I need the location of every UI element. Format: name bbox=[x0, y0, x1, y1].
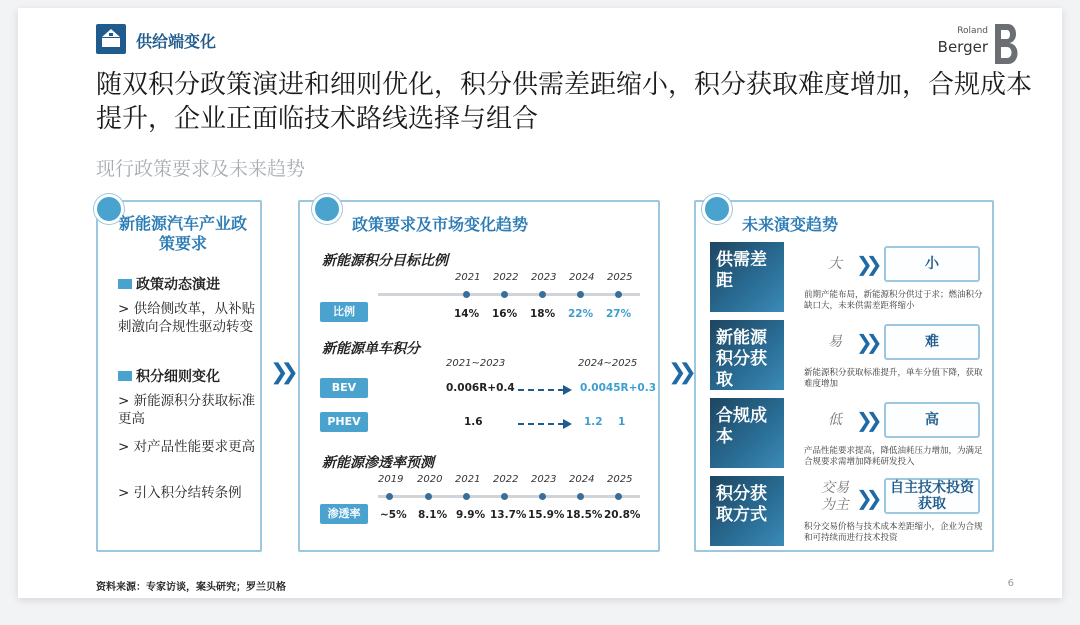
phev-to: 1.2 bbox=[584, 416, 603, 428]
penetration-value: 8.1% bbox=[418, 509, 448, 521]
trend-from: 低 bbox=[828, 412, 842, 428]
ratio-label: 比例 bbox=[320, 302, 368, 322]
year-label: 2025 bbox=[607, 474, 633, 485]
chevron-right-icon: ❯❯ bbox=[668, 360, 689, 385]
trend-note: 新能源积分获取标准提升，单车分值下降，获取难度增加 bbox=[804, 368, 983, 389]
year-label: 2022 bbox=[493, 474, 519, 485]
ratio-value: 18% bbox=[530, 308, 556, 320]
timeline-dot bbox=[463, 291, 470, 298]
trend-name: 积分获取方式 bbox=[710, 476, 784, 546]
group-title: 政策动态演进 bbox=[118, 274, 220, 294]
panel-title: 未来演变趋势 bbox=[742, 215, 839, 234]
year-label: 2021 bbox=[455, 272, 481, 283]
penetration-value: 9.9% bbox=[456, 509, 486, 521]
gauge-icon bbox=[312, 194, 342, 224]
ratio-value: 14% bbox=[454, 308, 480, 320]
period-label: 2024~2025 bbox=[578, 358, 638, 369]
timeline-dot bbox=[615, 291, 622, 298]
chevron-right-icon: ❯❯ bbox=[270, 360, 291, 385]
bev-to: 0.0045R+0.3 bbox=[580, 382, 657, 394]
timeline-dot bbox=[539, 291, 546, 298]
dashed-arrow bbox=[518, 389, 564, 391]
year-label: 2019 bbox=[378, 474, 404, 485]
section-icon bbox=[96, 24, 126, 54]
credit-title: 新能源单车积分 bbox=[322, 341, 420, 357]
ratio-value: 22% bbox=[568, 308, 594, 320]
bullet: > 引入积分结转条例 bbox=[118, 485, 242, 501]
penetration-value: 20.8% bbox=[604, 509, 641, 521]
panel-title: 政策要求及市场变化趋势 bbox=[352, 215, 529, 234]
phev-from: 1.6 bbox=[464, 416, 483, 428]
bev-label: BEV bbox=[320, 378, 368, 398]
trend-note: 积分交易价格与技术成本差距缩小，企业为合规和可持续而进行技术投资 bbox=[804, 522, 983, 543]
timeline-dot bbox=[425, 493, 432, 500]
page-number: 6 bbox=[1007, 578, 1014, 589]
timeline-dot bbox=[539, 493, 546, 500]
timeline bbox=[378, 293, 640, 296]
period-label: 2021~2023 bbox=[446, 358, 506, 369]
industry-policy-panel bbox=[96, 200, 262, 552]
timeline-dot bbox=[386, 493, 393, 500]
trend-from: 交易为主 bbox=[821, 480, 849, 513]
policy-market-panel bbox=[298, 200, 660, 552]
trend-note: 产品性能要求提高，降低油耗压力增加，为满足合规要求需增加降耗研发投入 bbox=[804, 446, 983, 467]
chevron-right-icon: ❯❯ bbox=[856, 330, 876, 354]
slide bbox=[18, 8, 1062, 598]
chevron-right-icon: ❯❯ bbox=[856, 252, 876, 276]
atom-icon bbox=[702, 194, 732, 224]
timeline-dot bbox=[463, 493, 470, 500]
bullet: > 供给侧改革，从补贴刺激向合规性驱动转变 bbox=[118, 301, 256, 335]
target-ratio-title: 新能源积分目标比例 bbox=[322, 253, 448, 269]
bullet: > 新能源积分获取标准更高 bbox=[118, 393, 256, 427]
year-label: 2025 bbox=[607, 272, 633, 283]
group-title: 积分细则变化 bbox=[118, 366, 220, 386]
trend-from: 易 bbox=[828, 334, 842, 350]
ratio-value: 16% bbox=[492, 308, 518, 320]
trend-name: 新能源积分获取 bbox=[710, 320, 784, 390]
chevron-right-icon: ❯❯ bbox=[856, 486, 876, 510]
future-trend-panel bbox=[694, 200, 994, 552]
roland-berger-logo: Roland Berger bbox=[928, 22, 1024, 66]
penetration-label: 渗透率 bbox=[320, 504, 368, 524]
bullet: > 对产品性能要求更高 bbox=[118, 439, 256, 455]
year-label: 2023 bbox=[531, 474, 557, 485]
timeline-dot bbox=[501, 493, 508, 500]
phev-to-2: 1 bbox=[618, 416, 626, 428]
trend-name: 合规成本 bbox=[710, 398, 784, 468]
trend-note: 前期产能布局，新能源积分供过于求；燃油积分缺口大，未来供需差距将缩小 bbox=[804, 290, 983, 311]
timeline-dot bbox=[577, 493, 584, 500]
dashed-arrow bbox=[518, 423, 564, 425]
panel-title: 新能源汽车产业政策要求 bbox=[118, 214, 247, 253]
year-label: 2024 bbox=[569, 474, 595, 485]
chevron-right-icon: ❯❯ bbox=[856, 408, 876, 432]
trend-to: 高 bbox=[884, 402, 980, 438]
trend-to: 难 bbox=[884, 324, 980, 360]
trend-to: 自主技术投资获取 bbox=[884, 478, 980, 514]
year-label: 2020 bbox=[417, 474, 443, 485]
timeline-dot bbox=[615, 493, 622, 500]
ratio-value: 27% bbox=[606, 308, 632, 320]
penetration-value: 13.7% bbox=[490, 509, 527, 521]
penetration-value: ~5% bbox=[380, 509, 407, 521]
year-label: 2022 bbox=[493, 272, 519, 283]
penetration-value: 18.5% bbox=[566, 509, 603, 521]
trend-from: 大 bbox=[828, 256, 842, 272]
subtitle: 现行政策要求及未来趋势 bbox=[96, 158, 306, 180]
trend-to: 小 bbox=[884, 246, 980, 282]
headline: 随双积分政策演进和细则优化，积分供需差距缩小，积分获取难度增加，合规成本提升，企业正面临技术路线选择与组合 bbox=[96, 70, 1033, 134]
phev-label: PHEV bbox=[320, 412, 368, 432]
penetration-value: 15.9% bbox=[528, 509, 565, 521]
year-label: 2021 bbox=[455, 474, 481, 485]
bev-from: 0.006R+0.4 bbox=[446, 382, 515, 394]
year-label: 2024 bbox=[569, 272, 595, 283]
year-label: 2023 bbox=[531, 272, 557, 283]
timeline-dot bbox=[577, 291, 584, 298]
section-title: 供给端变化 bbox=[136, 32, 217, 51]
timeline bbox=[378, 495, 640, 498]
source-note: 资料来源：专家访谈，案头研究；罗兰贝格 bbox=[96, 582, 286, 593]
timeline-dot bbox=[501, 291, 508, 298]
penetration-title: 新能源渗透率预测 bbox=[322, 455, 434, 471]
trend-name: 供需差距 bbox=[710, 242, 784, 312]
